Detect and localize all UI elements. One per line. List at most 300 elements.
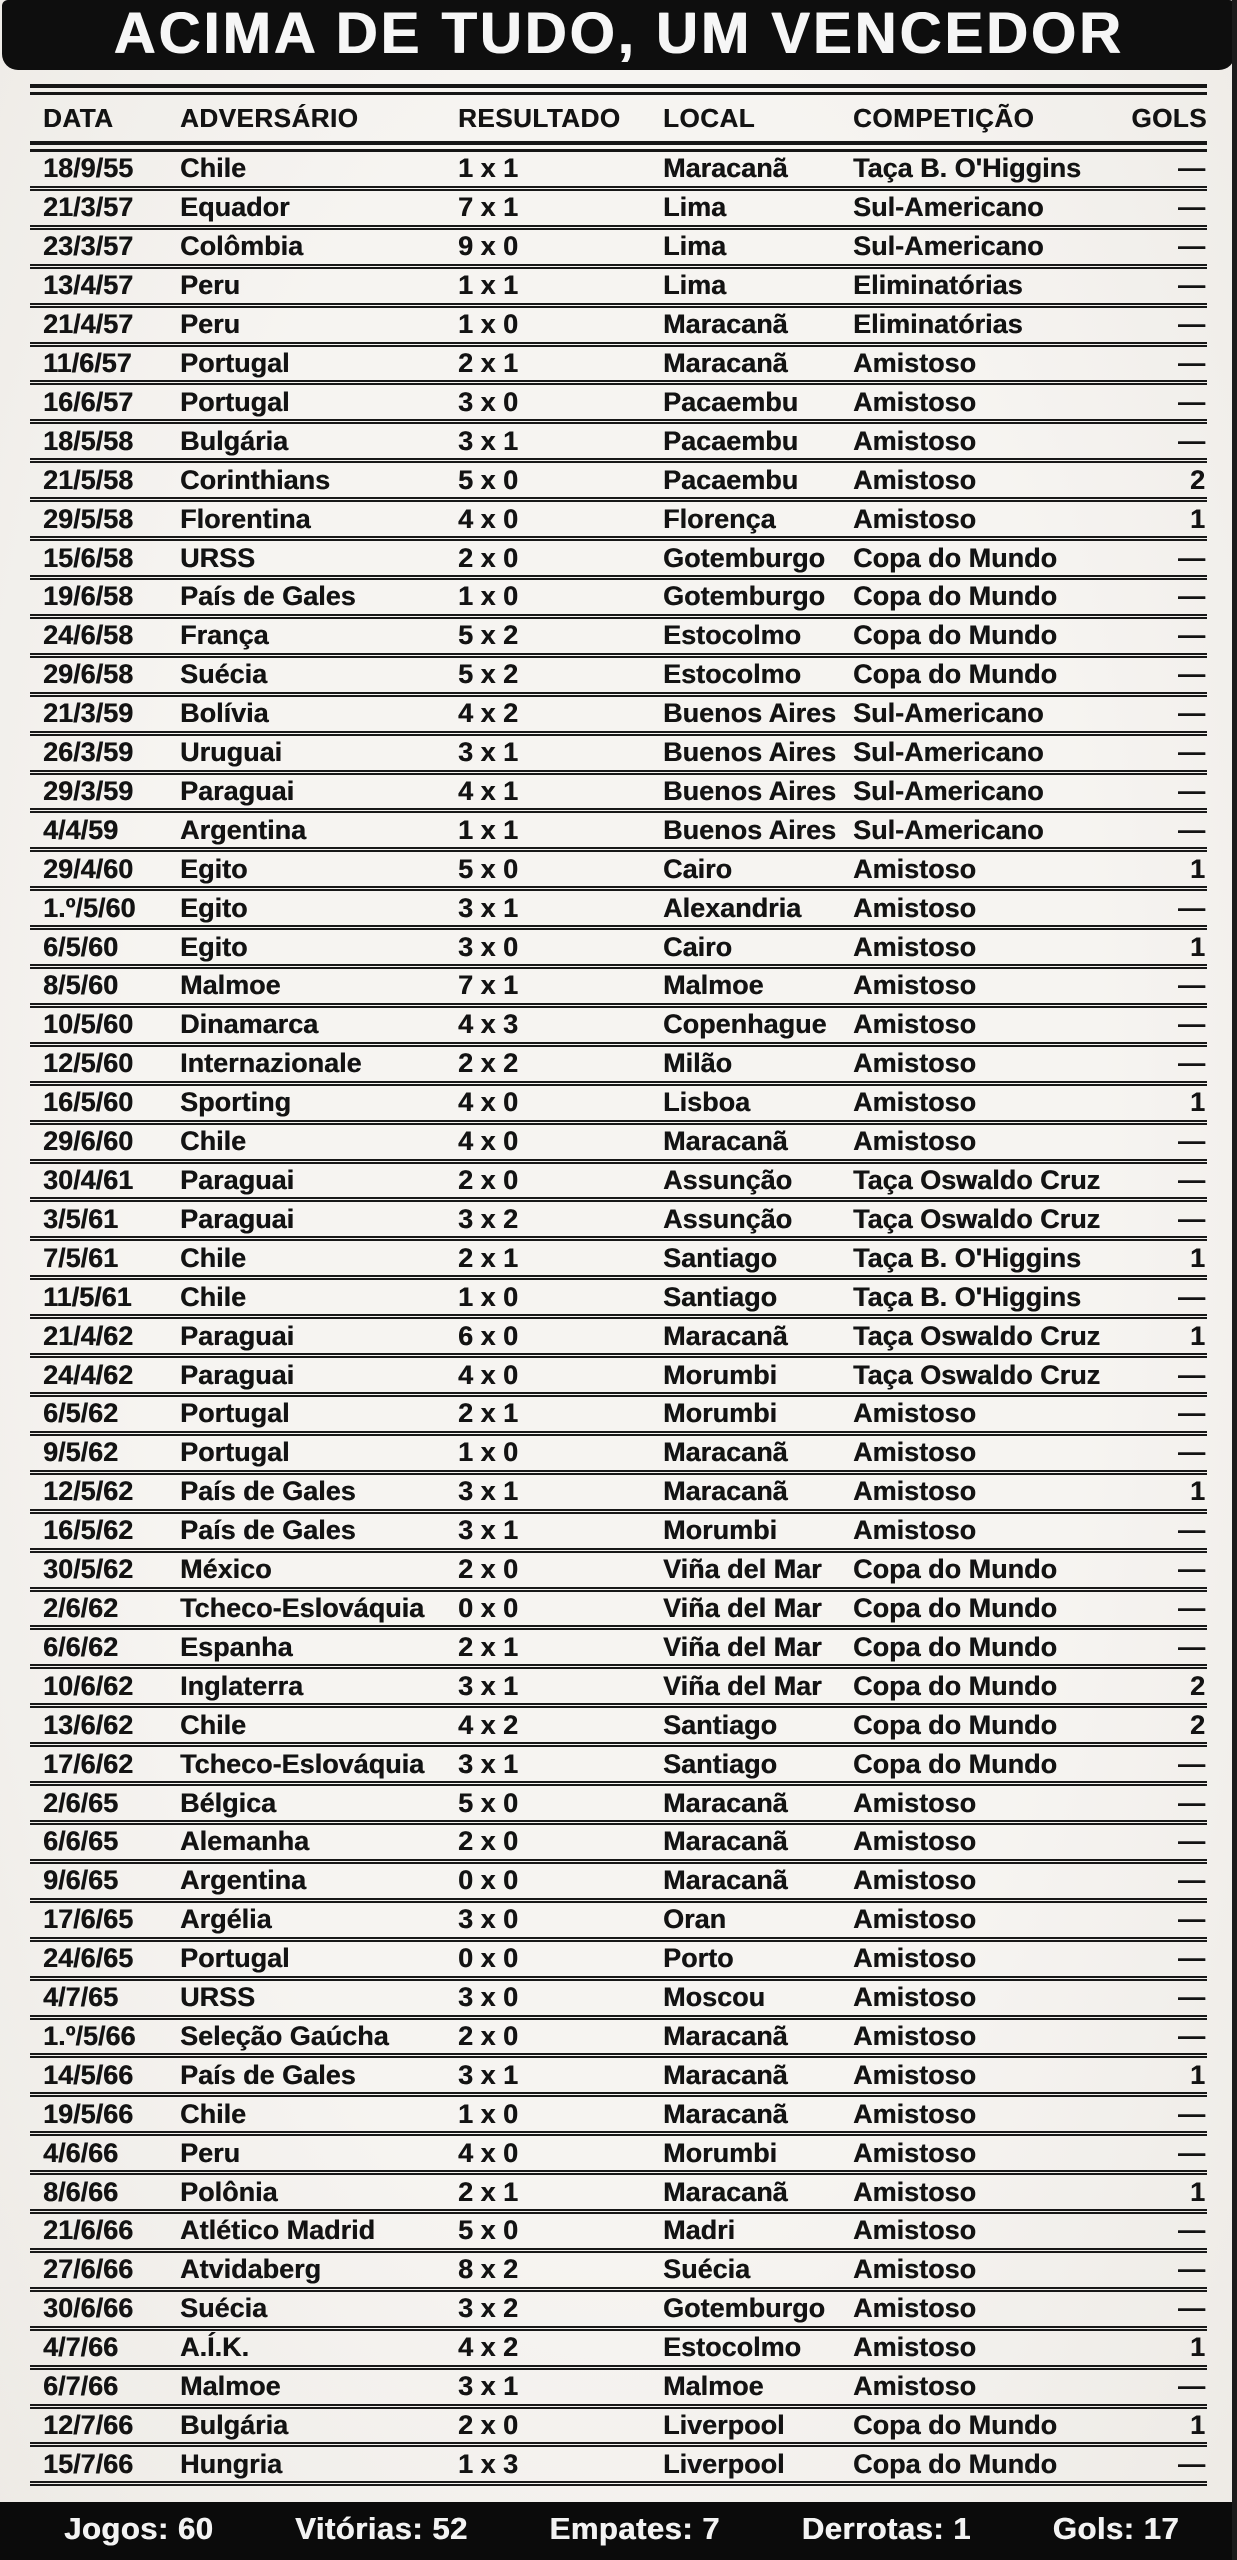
cell-adversario: Chile: [180, 1281, 247, 1312]
cell-gols: —: [1178, 1865, 1205, 1896]
cell-adversario: Polônia: [180, 2176, 278, 2207]
cell-gols: —: [1178, 698, 1205, 729]
cell-resultado: 1 x 0: [458, 1281, 519, 1312]
table-row: [30, 852, 1207, 891]
cell-resultado: 2 x 0: [458, 1826, 519, 1857]
table-row: [30, 1241, 1207, 1280]
cell-data: 12/5/62: [43, 1476, 134, 1507]
cell-data: 10/6/62: [43, 1670, 134, 1701]
cell-local: Pacaembu: [663, 425, 799, 456]
cell-local: Florença: [663, 503, 776, 534]
cell-adversario: Colômbia: [180, 231, 304, 262]
cell-resultado: 5 x 0: [458, 2215, 519, 2246]
cell-resultado: 1 x 0: [458, 2098, 519, 2129]
cell-competicao: Amistoso: [853, 1982, 977, 2013]
cell-adversario: URSS: [180, 542, 256, 573]
cell-local: Gotemburgo: [663, 542, 825, 573]
cell-adversario: Internazionale: [180, 1048, 362, 1079]
table-row: [30, 775, 1207, 814]
cell-competicao: Copa do Mundo: [853, 542, 1057, 573]
cell-data: 14/5/66: [43, 2059, 134, 2090]
cell-competicao: Taça B. O'Higgins: [853, 1281, 1081, 1312]
cell-data: 23/3/57: [43, 231, 134, 262]
cell-gols: —: [1178, 2448, 1205, 2479]
cell-local: Viña del Mar: [663, 1554, 822, 1585]
table-row: [30, 502, 1207, 541]
cell-data: 15/6/58: [43, 542, 134, 573]
cell-local: Morumbi: [663, 1398, 777, 1429]
cell-competicao: Amistoso: [853, 1476, 977, 1507]
cell-gols: —: [1178, 2020, 1205, 2051]
cell-data: 10/5/60: [43, 1009, 134, 1040]
cell-local: Alexandria: [663, 892, 802, 923]
table-row: [30, 1202, 1207, 1241]
cell-local: Liverpool: [663, 2448, 785, 2479]
cell-local: Cairo: [663, 931, 733, 962]
cell-gols: —: [1178, 1515, 1205, 1546]
cell-gols: —: [1178, 1359, 1205, 1390]
cell-local: Maracanã: [663, 2176, 788, 2207]
cell-competicao: Amistoso: [853, 1437, 977, 1468]
cell-resultado: 1 x 1: [458, 814, 519, 845]
cell-local: Maracanã: [663, 1865, 788, 1896]
cell-adversario: México: [180, 1554, 272, 1585]
cell-competicao: Amistoso: [853, 1126, 977, 1157]
cell-gols: —: [1178, 542, 1205, 573]
table-row: [30, 463, 1207, 502]
column-header-competicao: COMPETIÇÃO: [853, 102, 1035, 133]
cell-data: 4/7/65: [43, 1982, 119, 2013]
cell-competicao: Taça B. O'Higgins: [853, 1242, 1081, 1273]
cell-gols: —: [1178, 1826, 1205, 1857]
cell-competicao: Amistoso: [853, 892, 977, 923]
cell-gols: 1: [1189, 853, 1205, 884]
cell-resultado: 3 x 1: [458, 1515, 519, 1546]
cell-data: 29/5/58: [43, 503, 134, 534]
cell-gols: —: [1178, 620, 1205, 651]
cell-local: Santiago: [663, 1709, 778, 1740]
cell-competicao: Copa do Mundo: [853, 1554, 1057, 1585]
table-row: [30, 1669, 1207, 1708]
cell-adversario: Florentina: [180, 503, 311, 534]
table-row: [30, 1125, 1207, 1164]
cell-data: 29/6/58: [43, 659, 134, 690]
cell-resultado: 4 x 2: [458, 2332, 519, 2363]
cell-competicao: Copa do Mundo: [853, 1631, 1057, 1662]
cell-resultado: 2 x 1: [458, 1631, 519, 1662]
table-row: [30, 1553, 1207, 1592]
cell-local: Gotemburgo: [663, 581, 825, 612]
table-row: [30, 1981, 1207, 2020]
cell-local: Oran: [663, 1904, 727, 1935]
cell-data: 13/6/62: [43, 1709, 134, 1740]
cell-data: 6/7/66: [43, 2371, 119, 2402]
cell-adversario: País de Gales: [180, 1476, 356, 1507]
cell-data: 4/6/66: [43, 2137, 119, 2168]
cell-adversario: Malmoe: [180, 2371, 281, 2402]
table-row: [30, 1436, 1207, 1475]
cell-competicao: Copa do Mundo: [853, 659, 1057, 690]
column-header-adversario: ADVERSÁRIO: [180, 102, 359, 133]
table-row: [30, 969, 1207, 1008]
cell-competicao: Sul-Americano: [853, 775, 1044, 806]
cell-resultado: 2 x 2: [458, 1048, 519, 1079]
title-banner: [2, 0, 1235, 70]
cell-resultado: 6 x 0: [458, 1320, 519, 1351]
cell-resultado: 3 x 1: [458, 2371, 519, 2402]
cell-adversario: País de Gales: [180, 581, 356, 612]
cell-competicao: Taça B. O'Higgins: [853, 153, 1081, 184]
cell-local: Maracanã: [663, 309, 788, 340]
cell-resultado: 3 x 2: [458, 2293, 519, 2324]
cell-adversario: Peru: [180, 2137, 241, 2168]
cell-local: Assunção: [663, 1203, 793, 1234]
cell-local: Morumbi: [663, 1359, 777, 1390]
cell-adversario: Tcheco-Eslováquia: [180, 1592, 425, 1623]
summary-item-jogos: Jogos: 60: [64, 2511, 214, 2546]
cell-gols: —: [1178, 425, 1205, 456]
page-title: ACIMA DE TUDO, UM VENCEDOR: [113, 0, 1124, 66]
cell-data: 17/6/62: [43, 1748, 134, 1779]
cell-local: Santiago: [663, 1242, 778, 1273]
cell-local: Maracanã: [663, 1437, 788, 1468]
cell-competicao: Amistoso: [853, 2176, 977, 2207]
cell-gols: —: [1178, 347, 1205, 378]
cell-resultado: 4 x 0: [458, 1087, 519, 1118]
cell-resultado: 0 x 0: [458, 1592, 519, 1623]
cell-gols: —: [1178, 153, 1205, 184]
cell-resultado: 1 x 1: [458, 270, 519, 301]
cell-gols: —: [1178, 2215, 1205, 2246]
cell-gols: —: [1178, 192, 1205, 223]
cell-local: Maracanã: [663, 2020, 788, 2051]
cell-local: Copenhague: [663, 1009, 827, 1040]
cell-local: Santiago: [663, 1748, 778, 1779]
table-row: [30, 424, 1207, 463]
table-row: [30, 541, 1207, 580]
cell-adversario: Bolívia: [180, 698, 269, 729]
cell-local: Lima: [663, 192, 727, 223]
cell-data: 19/6/58: [43, 581, 134, 612]
cell-resultado: 4 x 3: [458, 1009, 519, 1040]
cell-competicao: Amistoso: [853, 2332, 977, 2363]
cell-data: 1.º/5/60: [43, 892, 136, 923]
cell-adversario: Malmoe: [180, 970, 281, 1001]
cell-gols: —: [1178, 737, 1205, 768]
cell-gols: —: [1178, 1904, 1205, 1935]
cell-gols: —: [1178, 1048, 1205, 1079]
cell-local: Morumbi: [663, 1515, 777, 1546]
cell-adversario: Argentina: [180, 814, 307, 845]
cell-competicao: Sul-Americano: [853, 737, 1044, 768]
table-row: [30, 308, 1207, 347]
summary-item-vitórias: Vitórias: 52: [295, 2511, 468, 2546]
cell-data: 29/4/60: [43, 853, 134, 884]
cell-competicao: Copa do Mundo: [853, 1748, 1057, 1779]
table-row: [30, 1008, 1207, 1047]
cell-gols: —: [1178, 2293, 1205, 2324]
cell-resultado: 3 x 0: [458, 1904, 519, 1935]
table-row: [30, 1397, 1207, 1436]
table-row: [30, 2292, 1207, 2331]
cell-local: Madri: [663, 2215, 736, 2246]
cell-local: Lima: [663, 231, 727, 262]
cell-data: 8/6/66: [43, 2176, 119, 2207]
cell-gols: —: [1178, 1748, 1205, 1779]
cell-adversario: País de Gales: [180, 2059, 356, 2090]
cell-competicao: Copa do Mundo: [853, 1670, 1057, 1701]
match-table: [30, 152, 1207, 2486]
cell-adversario: Chile: [180, 1242, 247, 1273]
cell-local: Moscou: [663, 1982, 766, 2013]
cell-competicao: Amistoso: [853, 1398, 977, 1429]
cell-resultado: 3 x 1: [458, 425, 519, 456]
cell-adversario: Paraguai: [180, 1359, 295, 1390]
cell-competicao: Amistoso: [853, 2020, 977, 2051]
scan-edge: [1232, 0, 1237, 2560]
cell-local: Estocolmo: [663, 2332, 802, 2363]
cell-local: Viña del Mar: [663, 1592, 822, 1623]
cell-competicao: Sul-Americano: [853, 698, 1044, 729]
cell-resultado: 0 x 0: [458, 1943, 519, 1974]
cell-data: 21/5/58: [43, 464, 134, 495]
summary-item-gols: Gols: 17: [1052, 2511, 1179, 2546]
cell-local: Malmoe: [663, 970, 764, 1001]
cell-adversario: A.Í.K.: [180, 2332, 250, 2363]
table-row: [30, 1786, 1207, 1825]
cell-gols: —: [1178, 1437, 1205, 1468]
cell-local: Maracanã: [663, 347, 788, 378]
cell-gols: 1: [1189, 931, 1205, 962]
cell-gols: —: [1178, 892, 1205, 923]
cell-data: 2/6/65: [43, 1787, 119, 1818]
cell-gols: —: [1178, 2371, 1205, 2402]
cell-local: Viña del Mar: [663, 1631, 822, 1662]
cell-gols: —: [1178, 659, 1205, 690]
cell-resultado: 0 x 0: [458, 1865, 519, 1896]
cell-data: 3/5/61: [43, 1203, 119, 1234]
table-row: [30, 347, 1207, 386]
cell-competicao: Amistoso: [853, 503, 977, 534]
table-row: [30, 2370, 1207, 2409]
cell-local: Maracanã: [663, 153, 788, 184]
cell-resultado: 2 x 0: [458, 2020, 519, 2051]
cell-competicao: Amistoso: [853, 931, 977, 962]
cell-gols: —: [1178, 814, 1205, 845]
cell-gols: —: [1178, 386, 1205, 417]
cell-gols: —: [1178, 309, 1205, 340]
cell-resultado: 3 x 1: [458, 2059, 519, 2090]
cell-local: Lima: [663, 270, 727, 301]
cell-local: Assunção: [663, 1165, 793, 1196]
table-row: [30, 1942, 1207, 1981]
cell-competicao: Amistoso: [853, 1048, 977, 1079]
table-row: [30, 1747, 1207, 1786]
table-row: [30, 2214, 1207, 2253]
table-row: [30, 1825, 1207, 1864]
table-row: [30, 2331, 1207, 2370]
cell-adversario: Seleção Gaúcha: [180, 2020, 389, 2051]
cell-gols: 1: [1189, 2410, 1205, 2441]
table-row: [30, 230, 1207, 269]
cell-gols: 2: [1189, 464, 1205, 495]
cell-adversario: Hungria: [180, 2448, 283, 2479]
cell-resultado: 4 x 2: [458, 1709, 519, 1740]
cell-competicao: Taça Oswaldo Cruz: [853, 1320, 1101, 1351]
cell-competicao: Taça Oswaldo Cruz: [853, 1203, 1101, 1234]
cell-local: Morumbi: [663, 2137, 777, 2168]
cell-resultado: 5 x 0: [458, 464, 519, 495]
cell-data: 12/7/66: [43, 2410, 134, 2441]
cell-data: 21/3/57: [43, 192, 134, 223]
cell-resultado: 2 x 1: [458, 2176, 519, 2207]
cell-data: 2/6/62: [43, 1592, 119, 1623]
cell-local: Santiago: [663, 1281, 778, 1312]
cell-adversario: Corinthians: [180, 464, 331, 495]
cell-adversario: Argélia: [180, 1904, 272, 1935]
cell-adversario: Atlético Madrid: [180, 2215, 376, 2246]
table-row: [30, 1903, 1207, 1942]
cell-competicao: Sul-Americano: [853, 192, 1044, 223]
table-row: [30, 1514, 1207, 1553]
cell-adversario: Chile: [180, 153, 247, 184]
cell-resultado: 3 x 0: [458, 931, 519, 962]
cell-data: 24/6/65: [43, 1943, 134, 1974]
cell-resultado: 4 x 0: [458, 2137, 519, 2168]
cell-data: 19/5/66: [43, 2098, 134, 2129]
table-row: [30, 2136, 1207, 2175]
table-row: [30, 385, 1207, 424]
cell-competicao: Copa do Mundo: [853, 2448, 1057, 2479]
cell-resultado: 2 x 0: [458, 542, 519, 573]
table-row: [30, 891, 1207, 930]
cell-adversario: Uruguai: [180, 737, 283, 768]
cell-gols: —: [1178, 1126, 1205, 1157]
table-row: [30, 1475, 1207, 1514]
cell-resultado: 5 x 2: [458, 620, 519, 651]
cell-competicao: Eliminatórias: [853, 270, 1023, 301]
cell-resultado: 1 x 0: [458, 309, 519, 340]
cell-data: 4/4/59: [43, 814, 119, 845]
cell-adversario: Bulgária: [180, 2410, 289, 2441]
cell-data: 6/5/60: [43, 931, 119, 962]
cell-gols: 2: [1189, 1709, 1205, 1740]
cell-gols: 1: [1189, 1476, 1205, 1507]
table-top-rule: [30, 84, 1207, 95]
cell-adversario: Peru: [180, 270, 241, 301]
table-row: [30, 619, 1207, 658]
table-row: [30, 2253, 1207, 2292]
cell-resultado: 3 x 1: [458, 1476, 519, 1507]
cell-resultado: 4 x 0: [458, 503, 519, 534]
table-row: [30, 1086, 1207, 1125]
table-row: [30, 2097, 1207, 2136]
cell-resultado: 4 x 1: [458, 775, 519, 806]
cell-gols: —: [1178, 2098, 1205, 2129]
summary-item-empates: Empates: 7: [549, 2511, 720, 2546]
cell-adversario: Peru: [180, 309, 241, 340]
cell-gols: —: [1178, 1203, 1205, 1234]
cell-resultado: 1 x 0: [458, 1437, 519, 1468]
cell-local: Maracanã: [663, 1320, 788, 1351]
table-row: [30, 1047, 1207, 1086]
table-row: [30, 580, 1207, 619]
cell-competicao: Amistoso: [853, 2293, 977, 2324]
cell-resultado: 3 x 2: [458, 1203, 519, 1234]
cell-local: Maracanã: [663, 1126, 788, 1157]
cell-resultado: 5 x 0: [458, 853, 519, 884]
cell-local: Estocolmo: [663, 620, 802, 651]
table-row: [30, 1280, 1207, 1319]
cell-competicao: Amistoso: [853, 386, 977, 417]
cell-adversario: Atvidaberg: [180, 2254, 322, 2285]
cell-data: 11/5/61: [43, 1281, 132, 1312]
cell-gols: —: [1178, 2137, 1205, 2168]
table-row: [30, 2409, 1207, 2448]
cell-gols: —: [1178, 2254, 1205, 2285]
cell-adversario: Chile: [180, 1709, 247, 1740]
cell-local: Buenos Aires: [663, 775, 837, 806]
cell-local: Viña del Mar: [663, 1670, 822, 1701]
cell-local: Maracanã: [663, 1826, 788, 1857]
cell-competicao: Amistoso: [853, 970, 977, 1001]
cell-data: 11/6/57: [43, 347, 132, 378]
table-row: [30, 2447, 1207, 2486]
cell-data: 15/7/66: [43, 2448, 134, 2479]
cell-competicao: Amistoso: [853, 1087, 977, 1118]
cell-data: 21/4/57: [43, 309, 134, 340]
cell-adversario: Egito: [180, 892, 248, 923]
cell-competicao: Amistoso: [853, 2137, 977, 2168]
cell-local: Cairo: [663, 853, 733, 884]
cell-gols: —: [1178, 970, 1205, 1001]
cell-resultado: 2 x 0: [458, 2410, 519, 2441]
cell-local: Pacaembu: [663, 464, 799, 495]
cell-data: 6/6/65: [43, 1826, 119, 1857]
cell-data: 18/9/55: [43, 153, 134, 184]
table-row: [30, 1592, 1207, 1631]
cell-competicao: Amistoso: [853, 1515, 977, 1546]
cell-adversario: Paraguai: [180, 1320, 295, 1351]
cell-resultado: 2 x 1: [458, 1242, 519, 1273]
cell-data: 30/5/62: [43, 1554, 134, 1585]
cell-data: 6/5/62: [43, 1398, 119, 1429]
cell-adversario: Suécia: [180, 2293, 268, 2324]
cell-data: 24/4/62: [43, 1359, 134, 1390]
cell-competicao: Amistoso: [853, 2098, 977, 2129]
cell-local: Buenos Aires: [663, 737, 837, 768]
cell-data: 6/6/62: [43, 1631, 119, 1662]
cell-adversario: Chile: [180, 1126, 247, 1157]
cell-local: Pacaembu: [663, 386, 799, 417]
cell-data: 9/6/65: [43, 1865, 119, 1896]
cell-resultado: 2 x 0: [458, 1554, 519, 1585]
cell-adversario: Portugal: [180, 1943, 290, 1974]
cell-competicao: Amistoso: [853, 1865, 977, 1896]
table-row: [30, 1708, 1207, 1747]
table-row: [30, 2020, 1207, 2059]
header-bottom-rule: [30, 141, 1207, 152]
column-header-resultado: RESULTADO: [458, 102, 621, 133]
cell-resultado: 7 x 1: [458, 192, 519, 223]
cell-local: Maracanã: [663, 2098, 788, 2129]
cell-adversario: Chile: [180, 2098, 247, 2129]
cell-competicao: Sul-Americano: [853, 814, 1044, 845]
cell-adversario: Equador: [180, 192, 290, 223]
summary-item-derrotas: Derrotas: 1: [801, 2511, 971, 2546]
cell-adversario: Paraguai: [180, 1165, 295, 1196]
cell-competicao: Amistoso: [853, 853, 977, 884]
